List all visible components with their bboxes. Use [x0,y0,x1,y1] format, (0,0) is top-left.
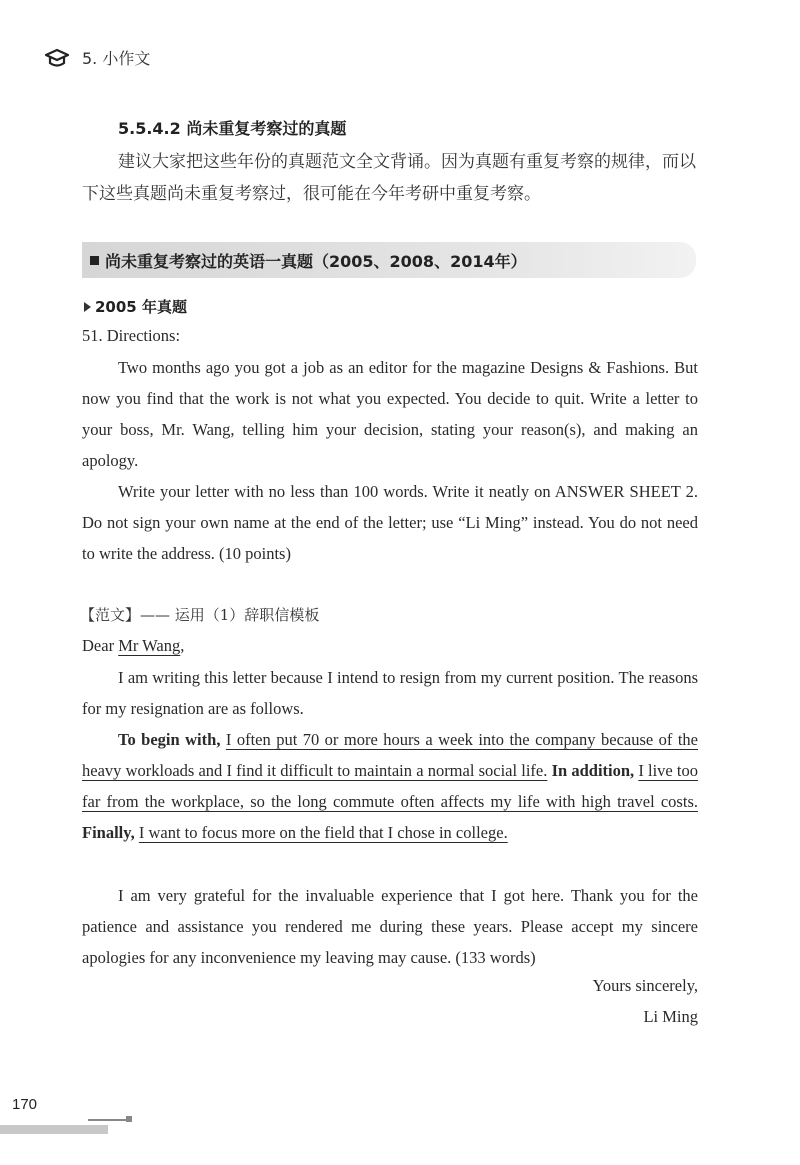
section-title: 5.5.4.2 尚未重复考察过的真题 [118,119,347,138]
chapter-header [44,46,150,69]
sample-label: 【范文】—— 运用（1）辞职信模板 [80,606,320,624]
connector-2: In addition, [551,761,635,780]
footer-bar [0,1125,108,1134]
reason-2: I live too far from the workplace, so the long commute often affects my life with high travel costs. [82,761,699,811]
triangle-bullet-icon [84,302,91,312]
connector-1: To begin with, [118,730,221,749]
closing: Yours sincerely, [592,976,698,995]
exam-banner [82,242,696,278]
question-number: 51. Directions: [82,326,181,345]
connector-3: Finally, [82,823,135,842]
banner-text: 尚未重复考察过的英语一真题（2005、2008、2014年） [105,251,527,271]
sample-paragraph-1: I am writing this letter because I intend to resign from my current position. The reasons for my resignation are as follows. [82,668,698,718]
reason-3: I want to focus more on the field that I chose in college. [138,823,508,842]
greeting [82,630,698,661]
square-bullet-icon [90,256,99,265]
sample-paragraph-3: I am very grateful for the invaluable experience that I got here. Thank you for the patience and assistance you rendered me during these years. Please accept my sincere apologies for any inconvenience my leaving may cause. (133 words) [82,886,698,967]
intro-paragraph: 建议大家把这些年份的真题范文全文背诵。因为真题有重复考察的规律，而以下这些真题尚未重复考察过，很可能在今年考研中重复考察。 [82,152,696,204]
question-paragraph-2: Write your letter with no less than 100 words. Write it neatly on ANSWER SHEET 2. Do not sign your own name at the end of the letter; use “Li Ming” instead. You do not need to write the address. (10 points) [82,482,698,563]
year-heading [84,296,187,317]
page-number: 170 [12,1096,38,1113]
question-paragraph-1: Two months ago you got a job as an editor for the magazine Designs & Fashions. But now you find that the work is not what you expected. You decide to quit. Write a letter to your boss, Mr. Wang, telling him your decision, stating your reason(s), and making an apology. [82,358,698,470]
greeting-suffix: , [180,636,185,655]
chapter-title: 5. 小作文 [82,49,151,68]
graduation-cap-icon [44,47,70,69]
greeting-prefix: Dear [82,636,119,655]
footer-dot [126,1116,132,1122]
signature: Li Ming [643,1007,698,1026]
greeting-name: Mr Wang [118,636,181,655]
reason-1: I often put 70 or more hours a week into the company because of the heavy workloads and I find it difficult to maintain a normal social life. [82,730,699,780]
year-heading-text: 2005 年真题 [95,298,187,316]
footer-line [88,1119,128,1121]
sample-paragraph-2 [82,724,698,848]
